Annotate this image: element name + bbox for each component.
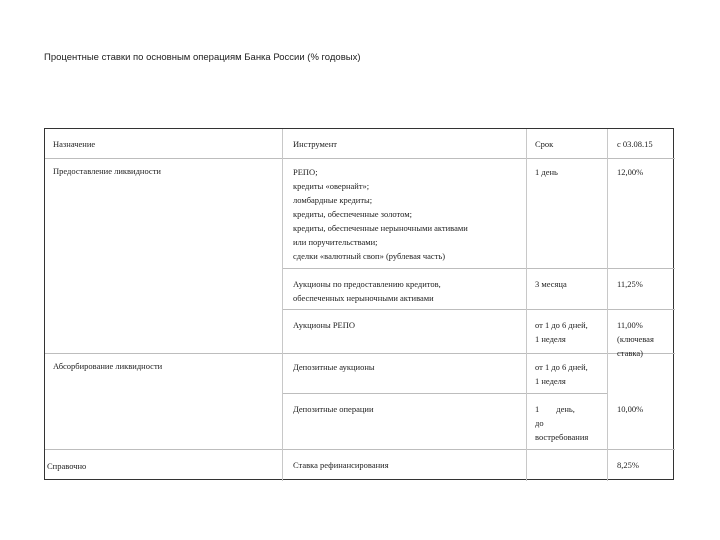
row-label-liquidity-absorption: Абсорбирование ликвидности	[53, 361, 163, 371]
header-date: с 03.08.15	[617, 139, 653, 149]
row-label-reference: Справочно	[47, 461, 87, 471]
header-term: Срок	[535, 139, 554, 149]
instrument-cell: Ставка рефинансирования	[293, 460, 389, 470]
term-line: 1 неделя	[535, 334, 566, 344]
term-cell: 1 день	[535, 167, 558, 177]
page-title: Процентные ставки по основным операциям Банка России (% годовых)	[44, 52, 361, 63]
instrument-line: Аукционы по предоставлению кредитов,	[293, 279, 441, 289]
rates-table	[44, 128, 674, 480]
instrument-cell: Депозитные аукционы	[293, 362, 375, 372]
instrument-line: или поручительствами;	[293, 237, 378, 247]
instrument-line: кредиты, обеспеченные нерыночными активами	[293, 223, 468, 233]
header-instrument: Инструмент	[293, 139, 337, 149]
rate-cell: 12,00%	[617, 167, 644, 177]
instrument-cell: Аукционы РЕПО	[293, 320, 356, 330]
term-line: востребования	[535, 432, 589, 442]
header-purpose: Назначение	[53, 139, 96, 149]
rate-cell: 11,25%	[617, 279, 643, 289]
rate-cell	[617, 318, 654, 360]
term-cell	[535, 318, 588, 346]
row-divider	[45, 449, 675, 450]
col-divider	[282, 129, 283, 481]
rate-line: ставка)	[617, 348, 643, 358]
instrument-cell	[293, 277, 441, 305]
instrument-cell: Депозитные операции	[293, 404, 374, 414]
term-cell	[535, 402, 588, 444]
row-divider	[282, 309, 675, 310]
term-cell: 3 месяца	[535, 279, 567, 289]
row-divider	[45, 158, 675, 159]
instrument-line: кредиты, обеспеченные золотом;	[293, 209, 412, 219]
term-line: от 1 до 6 дней,	[535, 320, 588, 330]
term-line: 1 день,	[535, 404, 575, 414]
term-cell	[535, 360, 588, 388]
rate-line: (ключевая	[617, 334, 654, 344]
instrument-cell	[293, 165, 468, 263]
row-divider	[45, 353, 675, 354]
row-divider	[282, 393, 607, 394]
term-line: до	[535, 418, 544, 428]
rate-line: 11,00%	[617, 320, 643, 330]
rate-cell: 10,00%	[617, 404, 644, 414]
instrument-line: сделки «валютный своп» (рублевая часть)	[293, 251, 446, 261]
instrument-line: РЕПО;	[293, 167, 318, 177]
term-line: от 1 до 6 дней,	[535, 362, 588, 372]
instrument-line: ломбардные кредиты;	[293, 195, 373, 205]
instrument-line: обеспеченных нерыночными активами	[293, 293, 434, 303]
col-divider	[607, 129, 608, 481]
row-divider	[282, 268, 675, 269]
row-label-liquidity-provision: Предоставление ликвидности	[53, 166, 161, 176]
instrument-line: кредиты «овернайт»;	[293, 181, 370, 191]
rate-cell: 8,25%	[617, 460, 639, 470]
term-line: 1 неделя	[535, 376, 566, 386]
col-divider	[526, 129, 527, 481]
